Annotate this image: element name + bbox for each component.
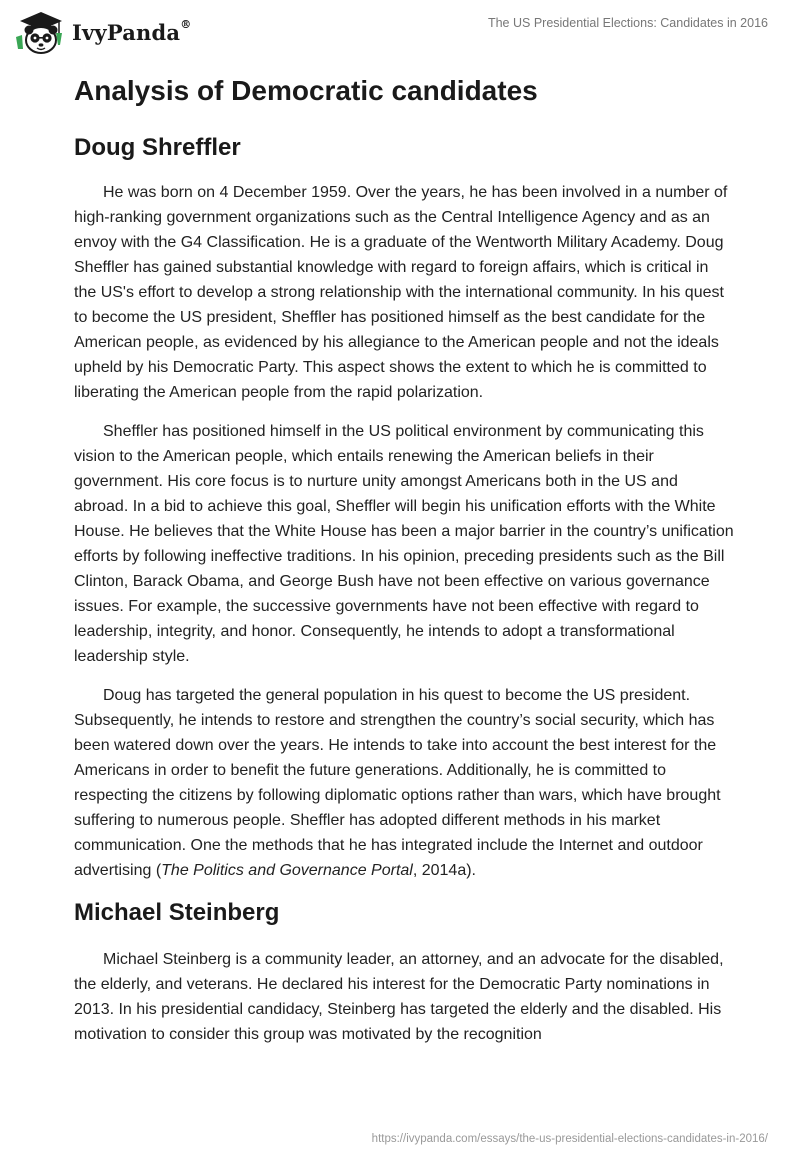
citation-title: The Politics and Governance Portal	[161, 862, 413, 879]
paragraph-text: Doug has targeted the general population in his quest to become the US president. Subsequently, he intends to restore and strengthen the country’s social security, which has been watered down over the years. He intends to take into account the best interest for the Americans in order to benefit the future generations. Additionally, he is committed to respecting the citizens by following diplomatic options rather than wars, which have brought suffering to numerous people. Sheffler has adopted different methods in his market communication. One the methods that he has integrated include the Internet and outdoor advertising (	[74, 687, 721, 879]
paragraph: Michael Steinberg is a community leader, an attorney, and an advocate for the disabled, the elderly, and veterans. He declared his interest for the Democratic Party nominations in 2013. In his presidential candidacy, Steinberg has targeted the elderly and the disabled. His motivation to consider this group was motivated by the recognition	[74, 951, 724, 1043]
section-heading-shreffler: Doug Shreffler	[74, 134, 241, 161]
registered-mark: ®	[180, 17, 192, 31]
page-header	[0, 0, 800, 60]
citation-tail: , 2014a).	[412, 862, 476, 879]
paragraph-with-citation	[74, 683, 734, 883]
source-url[interactable]: https://ivypanda.com/essays/the-us-presidential-elections-candidates-in-2016/	[371, 1133, 768, 1145]
paragraph: He was born on 4 December 1959. Over the years, he has been involved in a number of high-ranking government organizations such as the Central Intelligence Agency and as an envoy with the G4 Classification. He is a graduate of the Wentworth Military Academy. Doug Sheffler has gained substantial knowledge with regard to foreign affairs, which is critical in the US's effort to develop a strong relationship with the international community. In his quest to become the US president, Sheffler has positioned himself as the best candidate for the American people, as evidenced by his allegiance to the American people and not the ideals upheld by his Democratic Party. This aspect shows the extent to which he is committed to liberating the American people from the rapid polarization.	[74, 184, 728, 401]
section-heading-steinberg: Michael Steinberg	[74, 899, 280, 926]
page-heading: Analysis of Democratic candidates	[74, 75, 538, 106]
paragraph: Sheffler has positioned himself in the US political environment by communicating this vision to the American people, which entails renewing the American beliefs in their government. His core focus is to nurture unity amongst Americans both in the US and abroad. In a bid to achieve this goal, Sheffler will begin his unification efforts with the White House. He believes that the White House has been a major barrier in the country’s unification efforts by following ineffective traditions. In his opinion, preceding presidents such as the Bill Clinton, Barack Obama, and George Bush have not been effective on various governance issues. For example, the successive governments have not been effective with regard to leadership, integrity, and honor. Consequently, he intends to adopt a transformational leadership style.	[74, 423, 734, 665]
panda-graduate-icon	[14, 9, 68, 55]
essay-body	[74, 72, 734, 1047]
logo-text: IvyPanda	[72, 19, 181, 45]
document-title: The US Presidential Elections: Candidates in 2016	[487, 16, 768, 30]
ivypanda-logo[interactable]	[14, 9, 191, 55]
logo-wordmark	[72, 17, 192, 45]
